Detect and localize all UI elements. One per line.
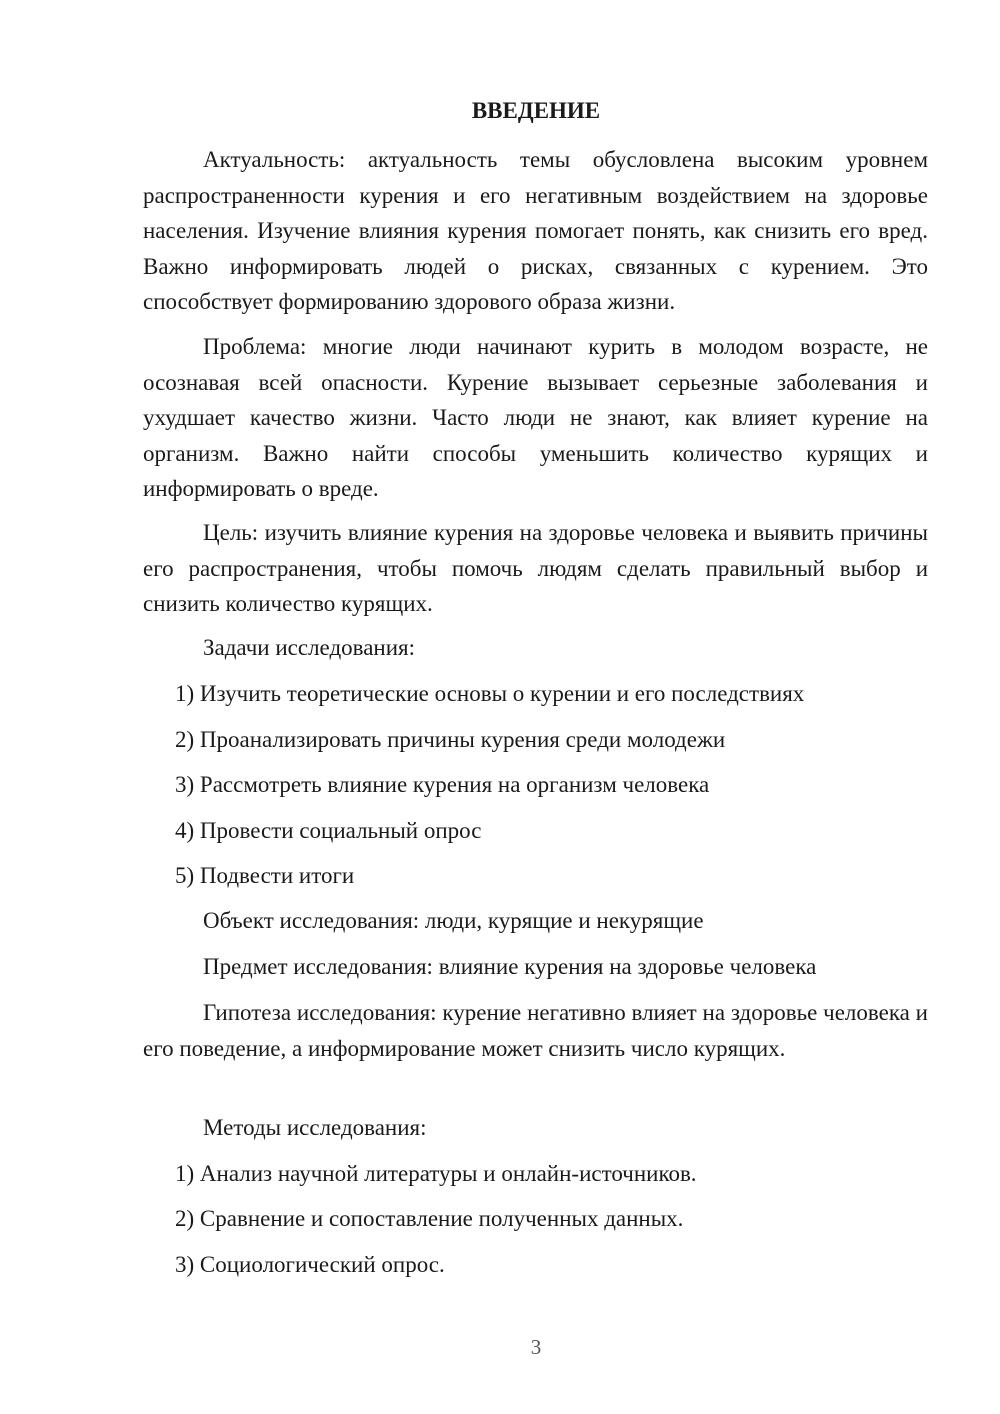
task-item: 1) Изучить теоретические основы о курении и его последствиях <box>175 681 805 706</box>
method-item: 3) Социологический опрос. <box>175 1252 445 1277</box>
task-item: 5) Подвести итоги <box>175 863 355 888</box>
page-number: 3 <box>530 1335 542 1359</box>
method-item: 2) Сравнение и сопоставление полученных данных. <box>175 1206 684 1231</box>
methods-label: Методы исследования: <box>203 1115 427 1140</box>
method-item: 1) Анализ научной литературы и онлайн-источников. <box>175 1161 697 1186</box>
problem-paragraph: Проблема: многие люди начинают курить в молодом возрасте, не осознавая всей опасности. Курение вызывает серьезные заболевания и ухудшает качество жизни. Часто люди не знают, как влияет курение на организм. Важно найти способы уменьшить количество курящих и информировать о вреде. <box>143 334 928 501</box>
task-item: 4) Провести социальный опрос <box>175 818 482 843</box>
task-item: 2) Проанализировать причины курения среди молодежи <box>175 727 726 752</box>
research-object: Объект исследования: люди, курящие и некурящие <box>203 908 704 933</box>
task-item: 3) Рассмотреть влияние курения на организм человека <box>175 772 710 797</box>
tasks-label: Задачи исследования: <box>203 635 416 660</box>
page-title: ВВЕДЕНИЕ <box>471 98 601 123</box>
relevance-paragraph: Актуальность: актуальность темы обусловлена высоким уровнем распространенности курения и его негативным воздействием на здоровье населения. Изучение влияния курения помогает понять, как снизить его вред. Важно информировать людей о рисках, связанных с курением. Это способствует формированию здорового образа жизни. <box>143 147 928 314</box>
hypothesis-paragraph: Гипотеза исследования: курение негативно влияет на здоровье человека и его поведение, а информирование может снизить число курящих. <box>143 1000 928 1061</box>
research-subject: Предмет исследования: влияние курения на здоровье человека <box>203 954 817 979</box>
goal-paragraph: Цель: изучить влияние курения на здоровье человека и выявить причины его распространения, чтобы помочь людям сделать правильный выбор и снизить количество курящих. <box>143 520 928 616</box>
